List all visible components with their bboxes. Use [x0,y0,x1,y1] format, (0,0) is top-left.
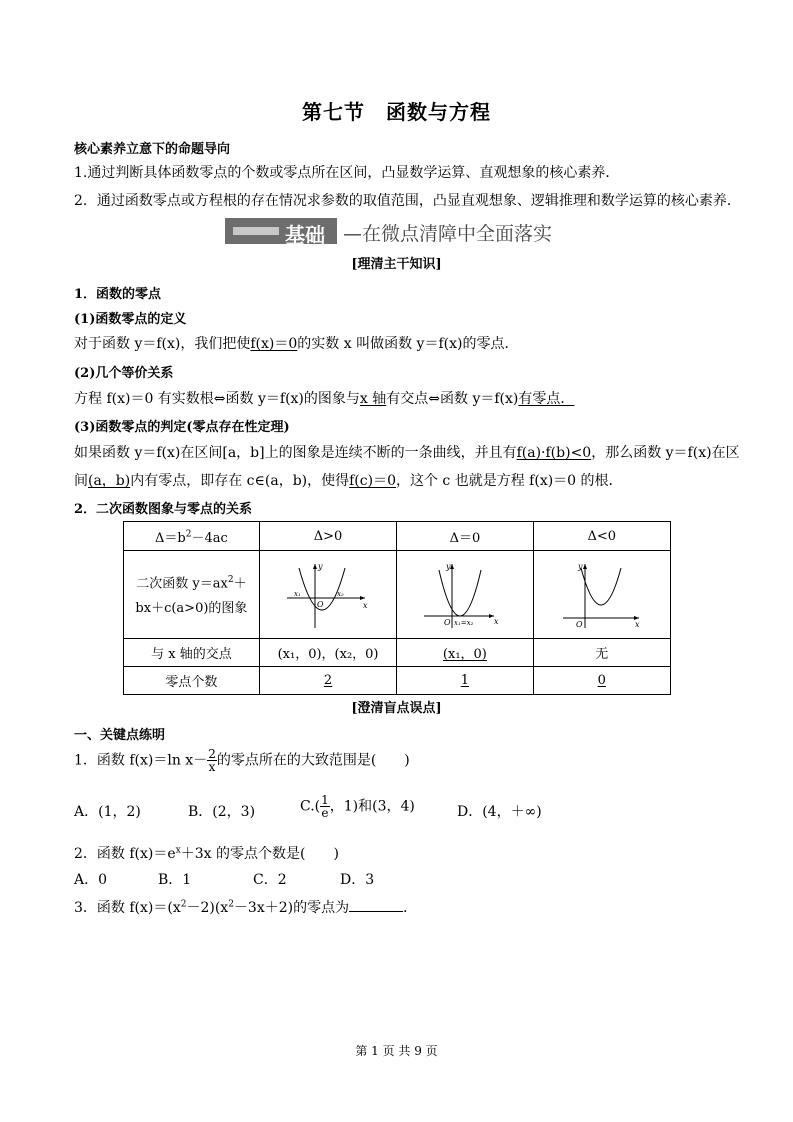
y-axis-arrow [450,564,454,569]
x-label: x [634,619,640,629]
text-part: －2)(x [186,900,229,916]
question-2 [74,843,339,863]
page-footer: 第 1 页 共 9 页 [355,1044,438,1058]
text-part: Δ＝b [155,530,186,546]
parabola-curve [439,570,481,616]
question-3 [74,897,417,917]
orientation-point-2: 2．通过函数零点或方程根的存在情况求参数的取值范围，凸显直观想象、逻辑推理和数学运算的核心素养． [74,193,741,209]
table-header-cell: Δ＝0 [397,522,533,551]
text-line: bx＋c(a>0)的图象 [135,600,248,616]
q1-option-a[interactable]: A．(1，2) [74,804,141,820]
underlined-answer: f(x)＝0 [250,336,298,352]
quadratic-table [123,521,671,695]
table-cell [397,639,533,667]
text-part: －4ac [191,530,228,546]
text-part: 对于函数 y＝f(x)，我们把使 [74,336,251,352]
banner-stripe [233,227,279,235]
banner-label: 基础 [285,223,325,247]
parabola-curve [581,568,621,605]
k1-heading: 1．函数的零点 [74,287,162,302]
table-row [124,522,671,551]
underlined-answer: 0 [597,673,606,688]
table-row [124,551,671,639]
text-part: 二次函数 y＝ax [136,576,228,592]
practice-heading: 一、关键点练明 [74,728,166,743]
table-cell [397,667,533,695]
text-part: 方程 f(x)＝0 有实数根⇔函数 y＝f(x)的图象与 [74,391,360,407]
table-row-label: 零点个数 [124,667,260,695]
fraction [207,748,217,773]
table-cell [533,667,670,695]
superscript: 2 [185,529,192,540]
text-line [124,568,259,596]
section-knowledge-heading: [理清主干知识] [351,257,442,272]
text-part: 有交点⇔函数 y＝f(x) [386,391,519,407]
k1-exist-line2 [74,470,623,490]
table-row [124,667,671,695]
underlined-answer: 2 [323,673,333,688]
table-cell: (x₁，0)，(x₂，0) [259,639,396,667]
q2-option-a[interactable]: A．0 [74,872,108,888]
underlined-answer: f(a)·f(b)<0 [516,445,592,461]
text-part: 间 [74,473,88,489]
text-part: ，那么函数 y＝f(x)在区 [591,445,740,461]
k1-exist-heading: (3)函数零点的判定(零点存在性定理) [74,420,290,435]
y-axis-arrow [313,564,317,569]
y-label: y [445,561,451,571]
k1-equiv-text [74,388,574,408]
table-row [124,639,671,667]
y-label: y [318,561,323,571]
text-part: C.( [300,798,321,815]
x-axis-arrow [360,596,365,600]
text-part: 内有零点，即存在 c∈(a，b)，使得 [130,473,350,489]
text-part: 如果函数 y＝f(x)在区间[a，b]上的图象是连续不断的一条曲线，并且有 [74,445,517,461]
text-part: ． [403,900,418,916]
q2-option-c[interactable]: C．2 [253,872,287,888]
numerator: 1 [321,793,329,807]
page-title: 第七节 函数与方程 [302,100,491,124]
section-errors-heading: [澄清盲点误点] [351,701,442,716]
superscript: 2 [180,899,187,910]
x-label: x [493,616,499,626]
underlined-answer: x 轴 [359,391,387,407]
text-part: ，这个 c 也就是方程 f(x)＝0 的根． [395,473,623,489]
table-header-cell: Δ<0 [533,522,670,551]
origin-label: O [317,599,324,609]
underlined-answer: 1 [460,673,470,688]
underlined-answer: f(c)＝0 [349,473,396,489]
q1-option-c[interactable] [300,794,415,819]
superscript: 2 [228,899,234,910]
text-part: 3．函数 f(x)＝(x [74,900,181,916]
k1-exist-line1 [74,442,740,462]
orientation-heading: 核心素养立意下的命题导向 [74,142,231,157]
x2-label: x₂ [337,589,344,598]
text-part: －3x＋2)的零点为 [233,900,350,916]
q1-option-b[interactable]: B．(2，3) [188,804,256,820]
graph-cell [533,551,670,639]
answer-blank[interactable] [349,911,403,912]
text-part: 的零点所在的大致范围是( ) [216,752,410,769]
parabola-no-root-graph [559,560,645,630]
underlined-answer: (x₁，0) [442,647,487,662]
k2-heading: 2．二次函数图象与零点的关系 [74,502,253,517]
text-part: ＋3x 的零点个数是( ) [180,846,339,862]
foundation-banner [225,218,565,247]
x1-label: x₁ [294,589,301,598]
numerator: 2 [208,747,216,761]
fraction [320,794,330,819]
k1-equiv-heading: (2)几个等价关系 [74,366,174,381]
banner-subtitle: —在微点清障中全面落实 [343,223,553,245]
parabola-two-roots-graph [285,560,371,630]
denominator: x [208,760,216,774]
question-1 [74,748,410,773]
y-label: y [577,561,583,571]
text-part: 1．函数 f(x)＝ln x－ [74,752,208,769]
table-row-label [124,551,260,639]
table-header-cell: Δ>0 [259,522,396,551]
text-part: ，1)和(3，4) [329,798,415,815]
text-part: ＋ [233,576,247,592]
underlined-answer: 有零点． [518,391,575,407]
underlined-answer: (a，b) [88,473,131,489]
q2-option-b[interactable]: B．1 [158,872,192,888]
k1-def-heading: (1)函数零点的定义 [74,312,187,327]
parabola-one-root-graph [422,560,508,630]
origin-label: O [575,619,583,629]
orientation-point-1: 1.通过判断具体函数零点的个数或零点所在区间，凸显数学运算、直观想象的核心素养． [74,165,620,181]
y-axis-arrow [583,564,587,569]
origin-label: O [443,617,451,627]
superscript: 2 [227,575,234,586]
graph-cell [259,551,396,639]
table-cell [259,667,396,695]
text-part: 2．函数 f(x)＝e [74,846,176,862]
table-header-cell [124,522,260,551]
superscript: x [175,845,181,856]
graph-cell [397,551,533,639]
q1-option-d[interactable]: D．(4，＋∞) [457,804,542,820]
text-part: 的实数 x 叫做函数 y＝f(x)的零点． [297,336,519,352]
table-cell: 无 [533,639,670,667]
x-label: x [363,600,368,610]
k1-def-text [74,333,518,353]
table-row-label: 与 x 轴的交点 [124,639,260,667]
denominator: e [321,806,329,820]
q2-option-d[interactable]: D．3 [340,872,375,888]
x1-equals-x2-label: x₁=x₂ [453,618,474,627]
